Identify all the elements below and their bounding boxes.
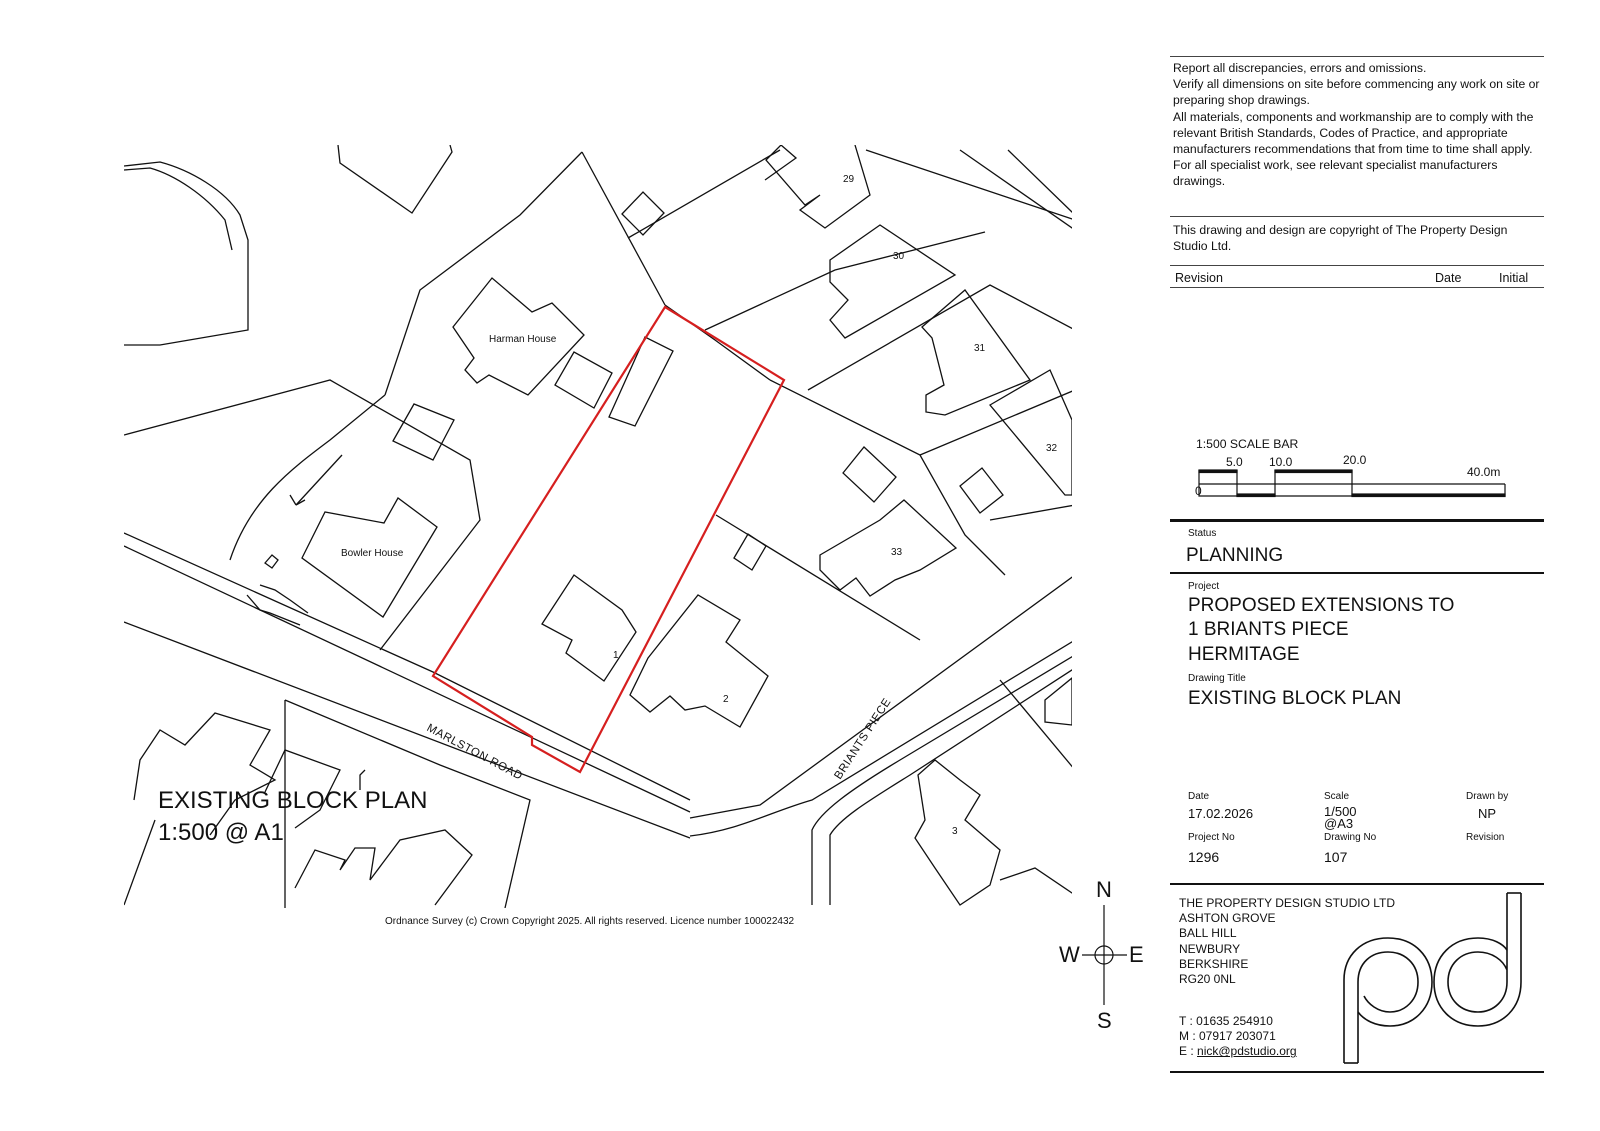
drawing-no-value: 107 (1324, 849, 1348, 865)
divider-copyright (1170, 265, 1544, 266)
label-no-29: 29 (843, 174, 855, 185)
north-arrow (1082, 905, 1127, 1005)
label-no-1: 1 (613, 650, 619, 661)
label-marlston-road: MARLSTON ROAD (424, 722, 525, 783)
label-no-33: 33 (891, 547, 903, 558)
label-no-2: 2 (723, 694, 729, 705)
divider-status-bottom (1170, 572, 1544, 574)
scale-tick-5: 5.0 (1226, 455, 1243, 469)
note-2: Verify all dimensions on site before commencing any work on site or preparing shop drawings. (1173, 77, 1540, 108)
compass-north: N (1096, 877, 1112, 902)
divider-notes (1170, 216, 1544, 217)
note-4: For all specialist work, see relevant specialist manufacturers drawings. (1173, 158, 1498, 189)
view-title-line1: EXISTING BLOCK PLAN (158, 787, 428, 814)
label-no-32: 32 (1046, 443, 1058, 454)
divider-revision (1170, 287, 1544, 288)
date-header: Date (1435, 271, 1462, 285)
drawing-title-value: EXISTING BLOCK PLAN (1188, 688, 1402, 709)
os-credit: Ordnance Survey (c) Crown Copyright 2025. All rights reserved. Licence number 100022432 (385, 916, 795, 927)
scale-tick-10: 10.0 (1269, 455, 1293, 469)
scale-tick-20: 20.0 (1343, 453, 1367, 467)
building-north-a (338, 145, 452, 213)
divider-company-top (1170, 883, 1544, 885)
building-32 (990, 370, 1072, 495)
drawn-by-value: NP (1478, 806, 1497, 821)
company-name: THE PROPERTY DESIGN STUDIO LTD (1179, 896, 1396, 910)
garage-north (622, 192, 664, 235)
scale-bar (1199, 470, 1505, 497)
company-contact (1179, 1014, 1297, 1060)
date-value: 17.02.2026 (1188, 806, 1254, 821)
label-no-31: 31 (974, 343, 986, 354)
house-1 (542, 575, 636, 681)
label-no-3: 3 (952, 826, 958, 837)
label-briants-piece: BRIANTS PIECE (832, 696, 894, 782)
note-1: Report all discrepancies, errors and omissions. (1173, 61, 1427, 75)
house-2 (630, 595, 768, 727)
company-address (1179, 896, 1395, 987)
general-notes (1173, 60, 1543, 190)
mobile: M : 07917 203071 (1179, 1029, 1276, 1044)
drawn-by-label: Drawn by (1466, 791, 1509, 802)
scale-value-line1: 1/500 (1324, 804, 1357, 819)
divider-top (1170, 56, 1544, 57)
drawing-no-label: Drawing No (1324, 832, 1377, 843)
briants-piece-road-east-edge (690, 640, 1075, 836)
label-bowler-house: Bowler House (341, 548, 404, 559)
phone: T : 01635 254910 (1179, 1014, 1273, 1028)
compass-east: E (1129, 942, 1144, 967)
scale-tick-0: 0 (1195, 484, 1202, 498)
compass-west: W (1059, 942, 1080, 967)
address-line4: BERKSHIRE (1179, 956, 1249, 971)
revision-label: Revision (1466, 832, 1505, 843)
scale-label: Scale (1324, 791, 1350, 802)
divider-status-top (1170, 519, 1544, 522)
compass-south: S (1097, 1008, 1112, 1033)
scale-value-line2: @A3 (1324, 816, 1354, 831)
scale-bar-title: 1:500 SCALE BAR (1196, 437, 1299, 451)
project-no-value: 1296 (1188, 849, 1220, 865)
label-no-30: 30 (893, 251, 905, 262)
drawing-title-label: Drawing Title (1188, 673, 1246, 684)
address-line3: NEWBURY (1179, 941, 1241, 956)
label-harman-house: Harman House (489, 334, 557, 345)
divider-bottom (1170, 1071, 1544, 1073)
garage-32 (960, 468, 1003, 513)
shed-2 (734, 534, 766, 570)
harman-house-garage (555, 352, 612, 408)
building-33 (820, 500, 956, 596)
email-prefix: E : (1179, 1044, 1198, 1059)
project-line3: HERMITAGE (1188, 644, 1300, 665)
marlston-road-north-edge (124, 533, 690, 800)
building-29 (765, 145, 870, 228)
address-line1: ASHTON GROVE (1179, 911, 1276, 926)
copyright-notice: This drawing and design are copyright of The Property Design Studio Ltd. (1173, 223, 1508, 254)
status-value: PLANNING (1186, 545, 1284, 566)
view-title (158, 785, 427, 849)
address-line5: RG20 0NL (1179, 972, 1236, 987)
project-no-label: Project No (1188, 832, 1235, 843)
scale-tick-40: 40.0m (1467, 465, 1501, 479)
view-title-line2: 1:500 @ A1 (158, 819, 284, 846)
project-label: Project (1188, 581, 1220, 592)
email-row (1179, 1044, 1297, 1059)
email-link[interactable]: nick@pdstudio.org (1197, 1044, 1297, 1059)
status-label: Status (1188, 528, 1217, 539)
note-3: All materials, components and workmanship are to comply with the relevant British Standards, Codes of Practice, and appropriate manufacturers recommendations that from time to time shall apply. (1173, 109, 1534, 157)
project-line2: 1 BRIANTS PIECE (1188, 619, 1349, 640)
building-30 (830, 225, 955, 338)
initial-header: Initial (1499, 271, 1529, 285)
briants-piece-road-curb (812, 655, 1075, 905)
garage-33 (843, 447, 896, 502)
project-line1: PROPOSED EXTENSIONS TO (1188, 595, 1455, 616)
garage-bowler (393, 404, 454, 460)
address-line2: BALL HILL (1179, 926, 1237, 941)
revision-header: Revision (1175, 271, 1223, 285)
date-label: Date (1188, 791, 1210, 802)
